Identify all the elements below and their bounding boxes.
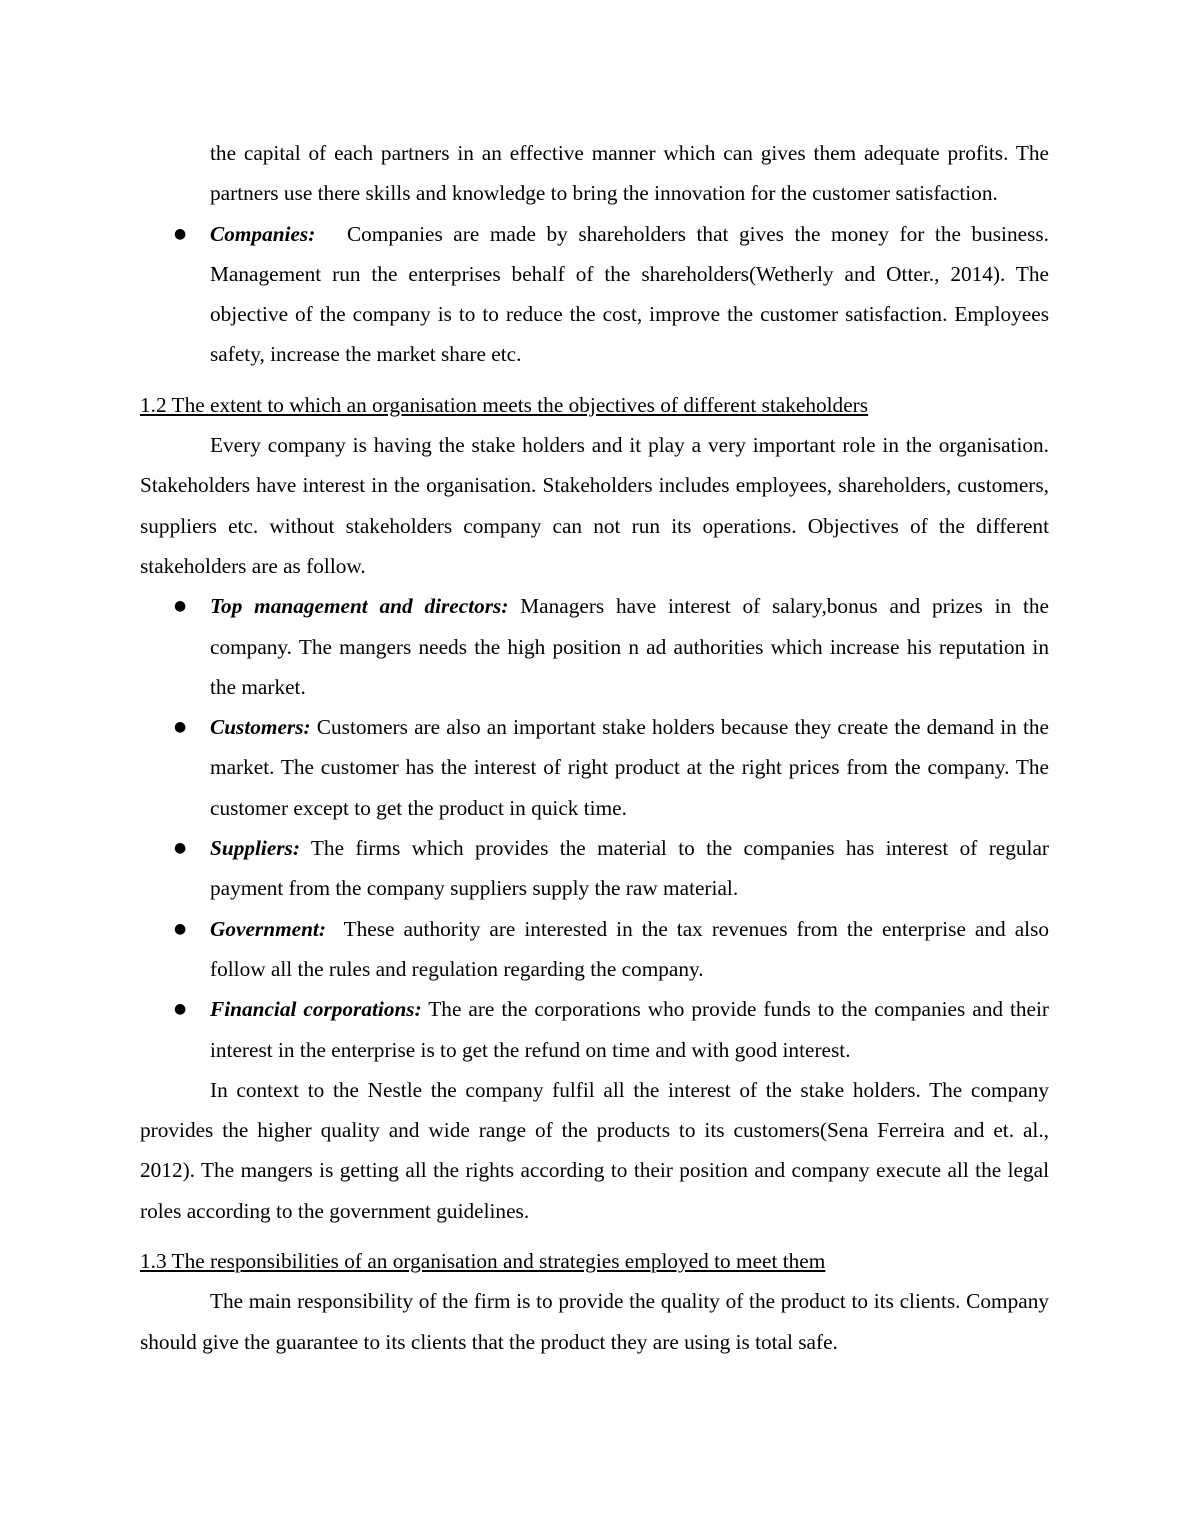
bullet-icon: ● bbox=[174, 1001, 187, 1018]
list-item-text: These authority are interested in the tax revenues from the enterprise and also follow all the rules and regulation regarding the company. bbox=[210, 916, 1049, 981]
list-item-term: Government: bbox=[210, 916, 326, 941]
list-item-text: Customers are also an important stake holders because they create the demand in the market. The customer has the interest of right product at the right prices from the company. The customer except to get the product in quick time. bbox=[210, 715, 1049, 820]
list-item-text: Managers have interest of salary,bonus and prizes in the company. The mangers needs the high position n ad authorities which increase his reputation in the market. bbox=[210, 594, 1049, 699]
bullet-icon: ● bbox=[174, 719, 187, 736]
list-item-term: Suppliers: bbox=[210, 836, 300, 861]
section-heading-1-2: 1.2 The extent to which an organisation meets the objectives of different stakeholders bbox=[140, 392, 869, 417]
section-1-3-paragraph: The main responsibility of the firm is to provide the quality of the product to its clients. Company should give the guarantee to its clients that the product they are using is total safe. bbox=[140, 1289, 1049, 1354]
section-heading-1-3: 1.3 The responsibilities of an organisation and strategies employed to meet them bbox=[140, 1249, 826, 1274]
list-item-customers bbox=[140, 707, 1049, 828]
list-item-government bbox=[140, 909, 1049, 990]
list-item-text: Companies are made by shareholders that gives the money for the business. Management run the enterprises behalf of the shareholders(Wetherly and Otter., 2014). The objective of the company is to to reduce the cost, improve the customer satisfaction. Employees safety, increase the market share etc. bbox=[210, 221, 1049, 367]
bullet-icon: ● bbox=[174, 920, 187, 937]
bullet-icon: ● bbox=[174, 225, 187, 242]
section-1-2-intro: Every company is having the stake holders and it play a very important role in the organisation. Stakeholders have interest in the organisation. Stakeholders includes employees, shareholders, customers, suppliers etc. without stakeholders company can not run its operations. Objectives of the different stakeholders are as follow. bbox=[140, 433, 1049, 578]
list-item-term: Companies: bbox=[210, 221, 316, 246]
list-item-text: The firms which provides the material to the companies has interest of regular payment from the company suppliers supply the raw material. bbox=[210, 836, 1049, 901]
list-item-term: Financial corporations: bbox=[210, 997, 422, 1022]
continuation-paragraph: the capital of each partners in an effective manner which can gives them adequate profits. The partners use there skills and knowledge to bring the innovation for the customer satisfaction. bbox=[210, 141, 1049, 206]
document-page bbox=[140, 133, 1049, 1362]
list-item-financial-corporations bbox=[140, 989, 1049, 1070]
list-item-top-management bbox=[140, 586, 1049, 707]
bullet-icon: ● bbox=[174, 598, 187, 615]
list-item-text: The are the corporations who provide funds to the companies and their interest in the enterprise is to get the refund on time and with good interest. bbox=[210, 997, 1050, 1062]
section-1-2-conclusion: In context to the Nestle the company fulfil all the interest of the stake holders. The company provides the higher quality and wide range of the products to its customers(Sena Ferreira and et. al., 2012). The mangers is getting all the rights according to their position and company execute all the legal roles according to the government guidelines. bbox=[140, 1077, 1049, 1223]
list-item-companies bbox=[140, 214, 1049, 375]
list-item-suppliers bbox=[140, 828, 1049, 909]
list-item-term: Customers: bbox=[210, 715, 311, 740]
bullet-icon: ● bbox=[174, 840, 187, 857]
list-item-term: Top management and directors: bbox=[210, 594, 509, 619]
